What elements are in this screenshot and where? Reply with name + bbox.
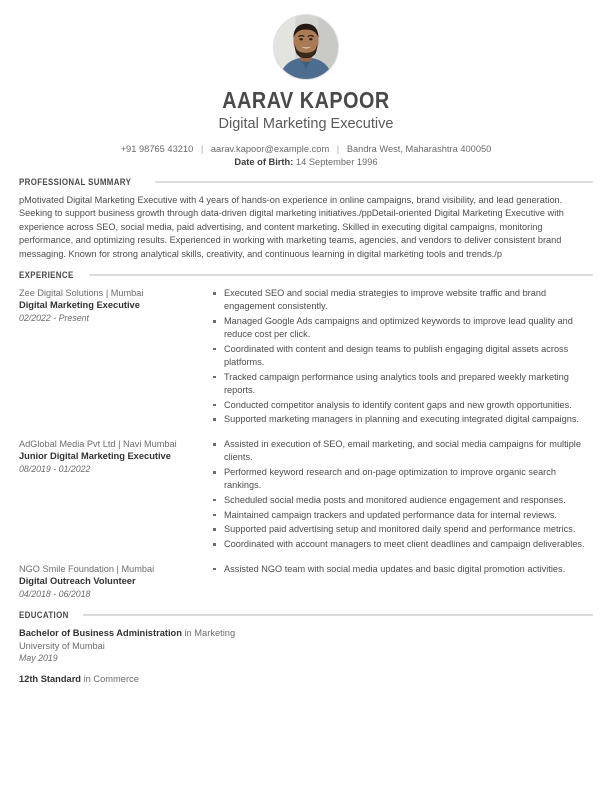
bullet-item: Performed keyword research and on-page optimization to improve organic search rankings. bbox=[212, 466, 593, 492]
contact-separator-1: | bbox=[200, 144, 204, 154]
job-title: Digital Marketing Executive bbox=[218, 116, 394, 132]
page-title: AARAV KAPOOR bbox=[222, 87, 390, 113]
bullet-item: Supported marketing managers in planning and executing integrated digital campaigns. bbox=[212, 413, 593, 426]
education-entry bbox=[19, 673, 593, 686]
education-degree-field: in Commerce bbox=[81, 674, 139, 685]
section-experience bbox=[19, 270, 593, 600]
experience-role: Junior Digital Marketing Executive bbox=[19, 451, 171, 462]
section-header-education bbox=[19, 610, 593, 620]
experience-company: AdGlobal Media Pvt Ltd | Navi Mumbai bbox=[19, 439, 177, 450]
experience-company: Zee Digital Solutions | Mumbai bbox=[19, 288, 144, 299]
education-date: May 2019 bbox=[19, 653, 58, 664]
education-school: University of Mumbai bbox=[19, 640, 105, 651]
experience-role: Digital Marketing Executive bbox=[19, 300, 140, 311]
bullet-item: Coordinated with content and design teams to publish engaging digital assets across platforms. bbox=[212, 343, 593, 369]
experience-meta bbox=[19, 563, 212, 600]
contact-line bbox=[19, 143, 593, 156]
section-divider bbox=[89, 274, 593, 276]
bullet-item: Supported paid advertising setup and monitored daily spend and performance metrics. bbox=[212, 523, 593, 536]
date-of-birth-line bbox=[19, 156, 593, 169]
dob-value: 14 September 1996 bbox=[295, 156, 378, 167]
experience-entry bbox=[19, 563, 593, 600]
bullet-item: Maintained campaign trackers and updated performance data for internal reviews. bbox=[212, 509, 593, 522]
education-list bbox=[19, 627, 593, 687]
experience-entry bbox=[19, 438, 593, 553]
section-title-summary: PROFESSIONAL SUMMARY bbox=[19, 177, 132, 187]
experience-bullets bbox=[212, 287, 593, 428]
bullet-item: Conducted competitor analysis to identify content gaps and new growth opportunities. bbox=[212, 399, 593, 412]
experience-meta bbox=[19, 287, 212, 324]
bullet-item: Tracked campaign performance using analytics tools and prepared weekly marketing reports. bbox=[212, 371, 593, 397]
bullet-list bbox=[212, 287, 593, 427]
section-divider bbox=[155, 181, 593, 183]
section-education bbox=[19, 610, 593, 687]
bullet-item: Scheduled social media posts and monitored audience engagement and responses. bbox=[212, 494, 593, 507]
contact-separator-2: | bbox=[336, 144, 340, 154]
experience-bullets bbox=[212, 438, 593, 553]
bullet-item: Assisted in execution of SEO, email marketing, and social media campaigns for multiple clients. bbox=[212, 438, 593, 464]
bullet-item: Executed SEO and social media strategies to improve website traffic and brand engagement consistently. bbox=[212, 287, 593, 313]
bullet-item: Managed Google Ads campaigns and optimized keywords to improve lead quality and reduce cost per click. bbox=[212, 315, 593, 341]
location-value: Bandra West, Maharashtra 400050 bbox=[346, 144, 492, 154]
bullet-item: Assisted NGO team with social media updates and basic digital promotion activities. bbox=[212, 563, 593, 576]
experience-list bbox=[19, 287, 593, 600]
avatar bbox=[273, 14, 339, 80]
section-title-experience: EXPERIENCE bbox=[19, 270, 74, 281]
phone-value: +91 98765 43210 bbox=[120, 144, 194, 154]
experience-dates: 04/2018 - 06/2018 bbox=[19, 588, 91, 599]
bullet-item: Coordinated with account managers to meet client deadlines and campaign deliverables. bbox=[212, 538, 593, 551]
section-divider bbox=[83, 614, 593, 616]
education-degree-name: Bachelor of Business Administration bbox=[19, 627, 182, 638]
experience-dates: 08/2019 - 01/2022 bbox=[19, 464, 91, 475]
dob-label: Date of Birth: bbox=[234, 156, 294, 167]
experience-bullets bbox=[212, 563, 593, 578]
experience-entry bbox=[19, 287, 593, 428]
section-header-summary bbox=[19, 177, 593, 187]
section-professional-summary bbox=[19, 177, 593, 261]
email-value[interactable]: aarav.kapoor@example.com bbox=[210, 144, 330, 154]
section-header-experience bbox=[19, 270, 593, 280]
education-entry bbox=[19, 627, 593, 665]
experience-role: Digital Outreach Volunteer bbox=[19, 576, 136, 587]
resume-header bbox=[19, 0, 593, 168]
experience-company: NGO Smile Foundation | Mumbai bbox=[19, 563, 155, 574]
bullet-list bbox=[212, 438, 593, 551]
experience-meta bbox=[19, 438, 212, 475]
experience-dates: 02/2022 - Present bbox=[19, 313, 89, 324]
education-degree bbox=[19, 673, 593, 686]
summary-paragraph: pMotivated Digital Marketing Executive with 4 years of hands-on experience in online campaigns, brand visibility, and lead generation. Seeking to support business growth through data-driven digital marketing initiatives./ppDetail-oriented Digital Marketing Executive with experience across SEO, social media, paid advertising, and content marketing. Skilled in executing digital campaigns, monitoring performance, and optimizing results. Experienced in working with marketing teams, agencies, and vendors to deliver consistent brand messaging. Known for strong analytical skills, creativity, and continuous learning in digital marketing tools and trends./p bbox=[19, 195, 564, 259]
bullet-list bbox=[212, 563, 593, 576]
education-degree-name: 12th Standard bbox=[19, 674, 81, 685]
profile-photo-icon bbox=[274, 15, 338, 79]
education-degree-field: in Marketing bbox=[181, 627, 236, 638]
education-degree bbox=[19, 627, 593, 640]
section-title-education: EDUCATION bbox=[19, 609, 69, 620]
